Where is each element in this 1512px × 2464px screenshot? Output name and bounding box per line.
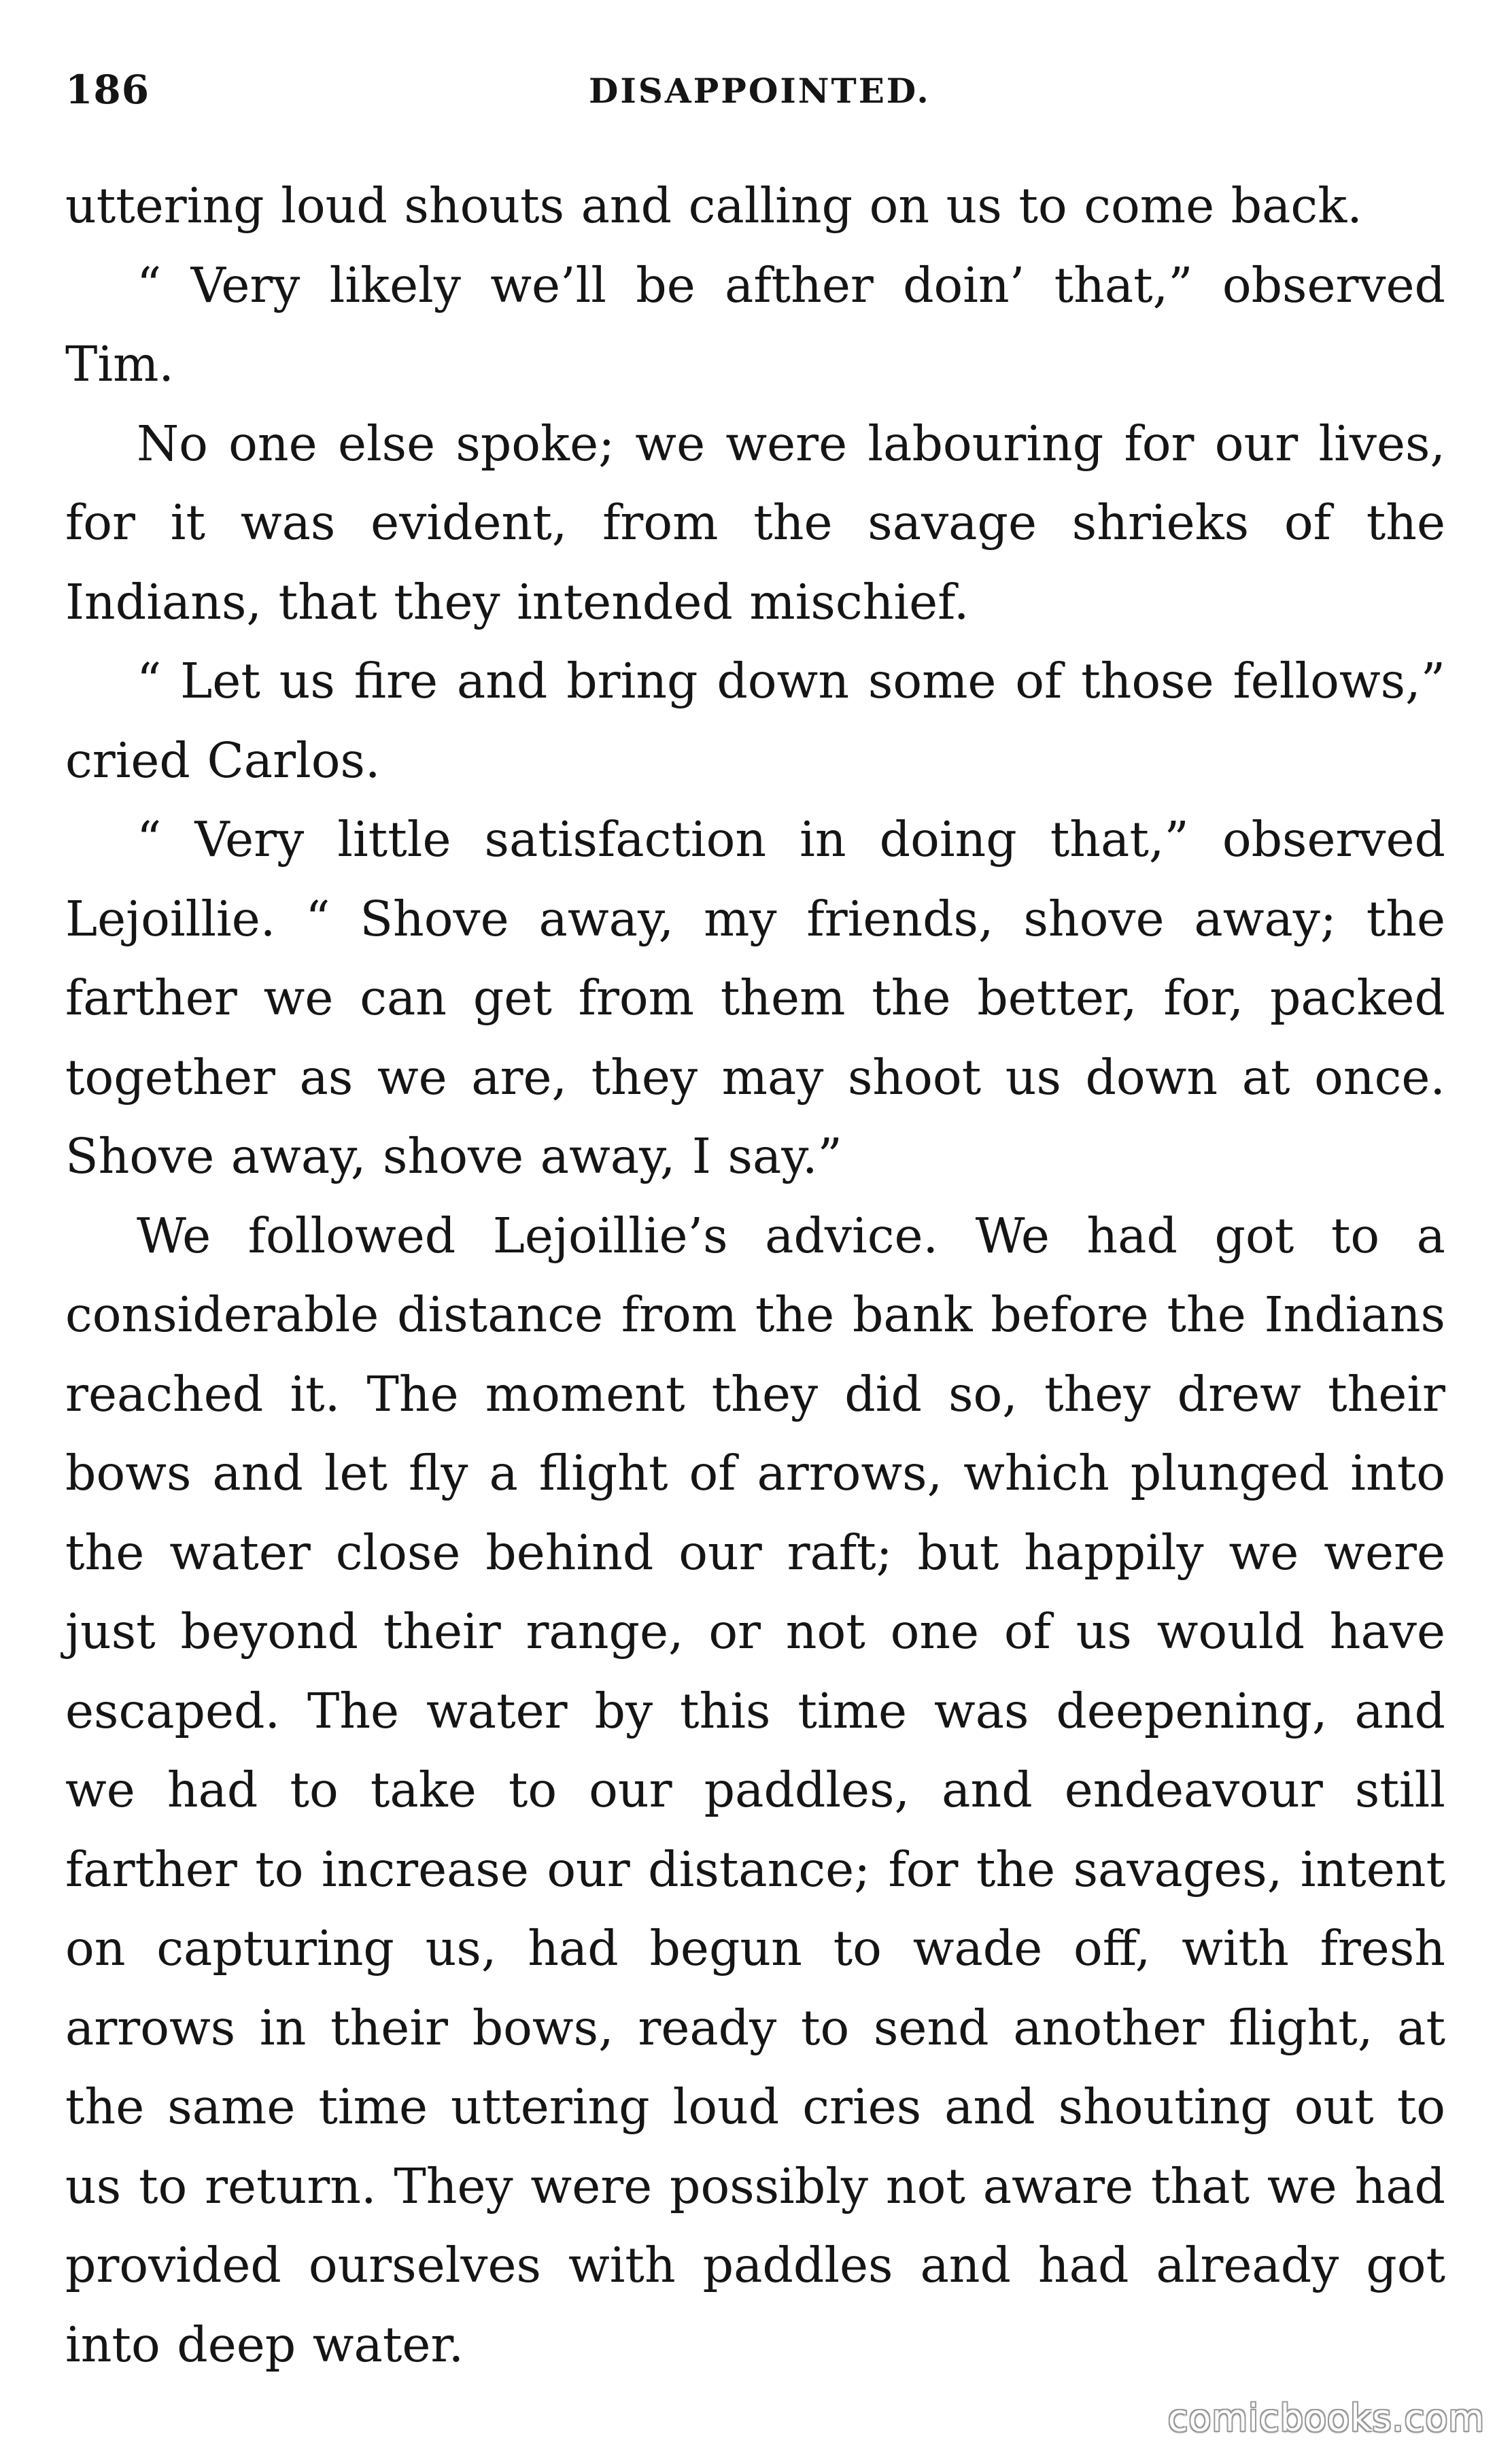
page-header [65, 60, 1439, 121]
running-head: DISAPPOINTED. [589, 71, 931, 111]
page-number: 186 [65, 67, 150, 113]
paragraph: “ Let us fire and bring down some of those fellows,” cried Carlos. [65, 653, 1445, 789]
paragraph: uttering loud shouts and calling on us to come back. [65, 177, 1362, 234]
watermark: comicbooks.com [1167, 2397, 1485, 2440]
paragraph: We followed Lejoillie’s advice. We had got to a considerable distance from the bank before the Indians reached it. The moment they did so, they drew their bows and let fly a flight of arrows, which plunged into the water close behind our raft; but happily we were just beyond their range, or not one of us would have escaped. The water by this time was deepening, and we had to take to our paddles, and endeavour still farther to increase our distance; for the savages, intent on capturing us, had begun to wade off, with fresh arrows in their bows, ready to send another flight, at the same time uttering loud cries and shouting out to us to return. They were possibly not aware that we had provided ourselves with paddles and had already got into deep water. [65, 1207, 1445, 2373]
paragraph: “ Very little satisfaction in doing that,” observed Lejoillie. “ Shove away, my friends, shove away; the farther we can get from them the better, for, packed together as we are, they may shoot us down at once. Shove away, shove away, I say.” [65, 811, 1445, 1184]
body-text [65, 167, 1445, 2384]
paragraph: No one else spoke; we were labouring for our lives, for it was evident, from the savage shrieks of the Indians, that they intended mischief. [65, 415, 1445, 630]
paragraph: “ Very likely we’ll be afther doin’ that,” observed Tim. [65, 256, 1445, 392]
